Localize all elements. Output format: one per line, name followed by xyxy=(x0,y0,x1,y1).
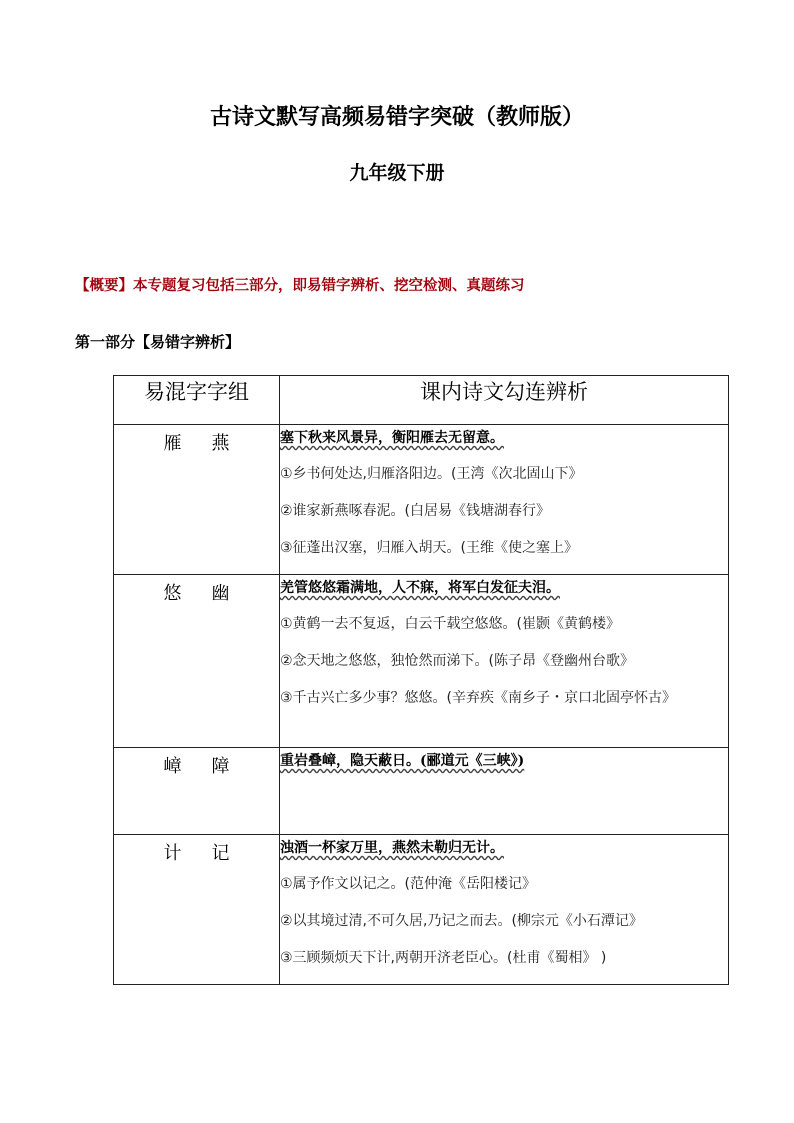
example-line: ②以其境过清,不可久居,乃记之而去。(柳宗元《小石潭记》 xyxy=(280,913,643,929)
char-pair-cell xyxy=(114,575,280,748)
example-line: ②念天地之悠悠，独怆然而涕下。(陈子昂《登幽州台歌》 xyxy=(280,653,635,669)
char-a: 雁 xyxy=(163,433,182,454)
analysis-cell xyxy=(280,748,729,835)
analysis-cell xyxy=(280,575,729,748)
example-line: ③三顾频烦天下计,两朝开济老臣心。(杜甫《蜀相》 ) xyxy=(280,950,607,966)
char-b: 幽 xyxy=(211,583,230,604)
table-row xyxy=(114,575,729,748)
char-b: 燕 xyxy=(211,433,230,454)
char-a: 悠 xyxy=(163,583,182,604)
part-heading: 第一部分【易错字辨析】 xyxy=(75,333,241,351)
header-char-group: 易混字字组 xyxy=(114,376,280,425)
char-b: 记 xyxy=(211,843,230,864)
char-pair-cell xyxy=(114,425,280,575)
document-subtitle: 九年级下册 xyxy=(349,162,445,184)
char-pair-cell xyxy=(114,748,280,835)
char-a: 嶂 xyxy=(163,756,182,777)
table-row xyxy=(114,748,729,835)
summary-text: 【概要】本专题复习包括三部分，即易错字辨析、挖空检测、真题练习 xyxy=(75,277,525,294)
example-line: ①属予作文以记之。(范仲淹《岳阳楼记》 xyxy=(280,876,537,892)
table-row xyxy=(114,425,729,575)
table-row xyxy=(114,835,729,985)
anchor-line: 浊酒一杯家万里，燕然未勒归无计。 xyxy=(280,840,504,856)
char-a: 计 xyxy=(163,843,182,864)
char-b: 障 xyxy=(211,756,230,777)
anchor-line: 羌管悠悠霜满地，人不寐，将军白发征夫泪。 xyxy=(280,580,560,596)
example-line: ①乡书何处达,归雁洛阳边。(王湾《次北固山下》 xyxy=(280,466,583,482)
header-analysis: 课内诗文勾连辨析 xyxy=(280,376,729,425)
anchor-line: 塞下秋来风景异，衡阳雁去无留意。 xyxy=(280,430,504,446)
table-header-row xyxy=(114,376,729,425)
char-pair-cell xyxy=(114,835,280,985)
anchor-line: 重岩叠嶂，隐天蔽日。(郦道元《三峡》) xyxy=(280,753,525,769)
example-line: ③千古兴亡多少事？悠悠。(辛弃疾《南乡子・京口北固亭怀古》 xyxy=(280,690,677,706)
example-line: ③征蓬出汉塞，归雁入胡天。(王维《使之塞上》 xyxy=(280,540,579,556)
document-title: 古诗文默写高频易错字突破（教师版） xyxy=(209,105,584,130)
analysis-cell xyxy=(280,425,729,575)
example-line: ①黄鹤一去不复返，白云千载空悠悠。(崔颢《黄鹤楼》 xyxy=(280,616,621,632)
example-line: ②谁家新燕啄春泥。(白居易《钱塘湖春行》 xyxy=(280,503,551,519)
analysis-cell xyxy=(280,835,729,985)
analysis-table xyxy=(113,375,729,985)
